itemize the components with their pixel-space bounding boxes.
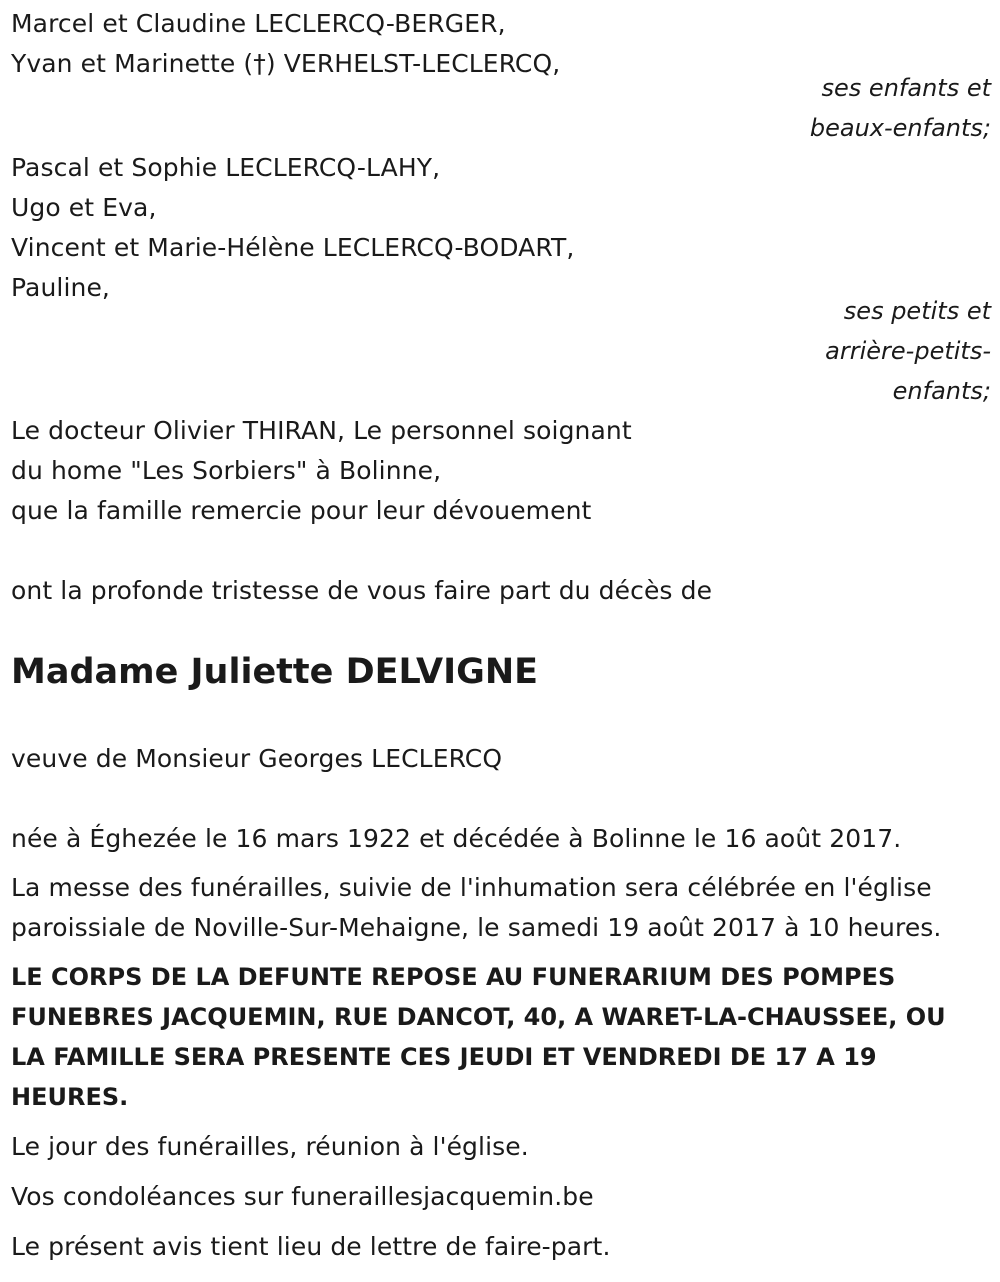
widow-of-text: veuve de Monsieur Georges LECLERCQ xyxy=(11,744,503,773)
family-grandchildren-line: Vincent et Marie-Hélène LECLERCQ-BODART, xyxy=(11,233,575,262)
family-children-line: Yvan et Marinette (†) VERHELST-LECLERCQ, xyxy=(11,49,561,78)
repose-info-line: HEURES. xyxy=(11,1083,129,1111)
funeral-mass-line: paroissiale de Noville-Sur-Mehaigne, le samedi 19 août 2017 à 10 heures. xyxy=(11,913,942,942)
care-thanks-line: que la famille remercie pour leur dévouement xyxy=(11,496,592,525)
notice-text: Le présent avis tient lieu de lettre de faire-part. xyxy=(11,1232,611,1261)
family-grandchildren-line: Pauline, xyxy=(11,273,110,302)
family-grandchildren-line: Ugo et Eva, xyxy=(11,193,157,222)
meeting-text: Le jour des funérailles, réunion à l'église. xyxy=(11,1132,529,1161)
announcement-text: ont la profonde tristesse de vous faire part du décès de xyxy=(11,576,713,605)
grandchildren-role-label: arrière-petits- xyxy=(825,337,991,365)
condolences-text: Vos condoléances sur funeraillesjacquemin.be xyxy=(11,1182,594,1211)
children-role-label: ses enfants et xyxy=(821,74,991,102)
grandchildren-role-label: ses petits et xyxy=(843,297,991,325)
deceased-name: Madame Juliette DELVIGNE xyxy=(11,652,539,692)
repose-info-line: LE CORPS DE LA DEFUNTE REPOSE AU FUNERARIUM DES POMPES xyxy=(11,963,896,991)
children-role-label: beaux-enfants; xyxy=(809,114,991,142)
family-grandchildren-line: Pascal et Sophie LECLERCQ-LAHY, xyxy=(11,153,441,182)
birth-death-text: née à Éghezée le 16 mars 1922 et décédée à Bolinne le 16 août 2017. xyxy=(11,824,902,853)
repose-info-line: LA FAMILLE SERA PRESENTE CES JEUDI ET VENDREDI DE 17 A 19 xyxy=(11,1043,877,1071)
family-children-line: Marcel et Claudine LECLERCQ-BERGER, xyxy=(11,9,506,38)
obituary-notice xyxy=(11,0,991,1282)
repose-info-line: FUNEBRES JACQUEMIN, RUE DANCOT, 40, A WARET-LA-CHAUSSEE, OU xyxy=(11,1003,946,1031)
funeral-mass-line: La messe des funérailles, suivie de l'inhumation sera célébrée en l'église xyxy=(11,873,932,902)
care-thanks-line: du home "Les Sorbiers" à Bolinne, xyxy=(11,456,442,485)
care-thanks-line: Le docteur Olivier THIRAN, Le personnel soignant xyxy=(11,416,632,445)
grandchildren-role-label: enfants; xyxy=(892,377,991,405)
